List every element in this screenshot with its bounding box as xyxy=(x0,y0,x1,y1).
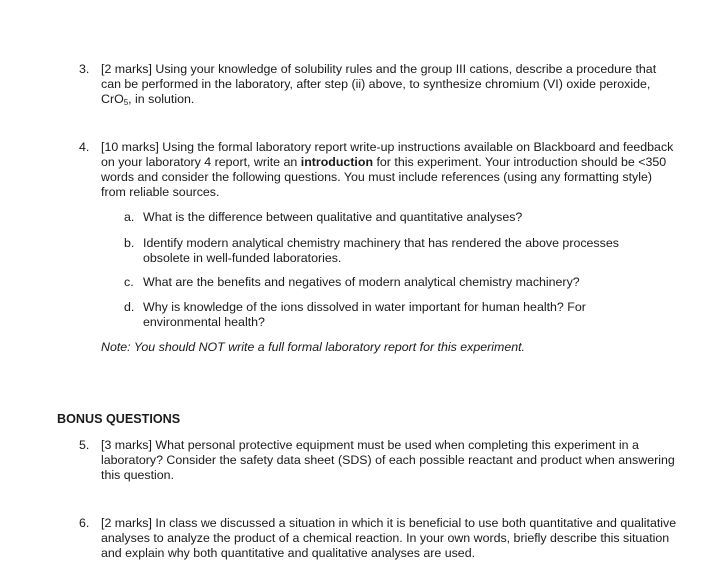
subquestion-b-label: b. xyxy=(124,236,135,250)
question-6 xyxy=(79,516,679,561)
question-6-body: In class we discussed a situation in which it is beneficial to use both quantitative and qualitative analyses to analyze the product of a chemical reaction. In your own words, briefly describe this situation and explain why both quantitative and qualitative analyses are used. xyxy=(101,516,677,560)
subquestion-a-label: a. xyxy=(124,210,135,224)
question-5-text xyxy=(101,438,679,483)
question-5-marks: [3 marks] xyxy=(101,438,152,452)
subquestion-c-text: What are the benefits and negatives of modern analytical chemistry machinery? xyxy=(143,275,580,289)
question-4-number: 4. xyxy=(79,140,90,154)
question-5-number: 5. xyxy=(79,438,90,452)
subquestion-b xyxy=(124,236,644,266)
question-5 xyxy=(79,438,679,483)
formula-subscript: 5 xyxy=(123,98,129,107)
question-4-bold-term: introduction xyxy=(300,155,374,169)
question-6-text xyxy=(101,516,679,561)
subquestion-a xyxy=(124,210,644,225)
question-4 xyxy=(79,140,679,200)
question-3-body-end: , in solution. xyxy=(128,92,195,106)
question-3-marks: [2 marks] xyxy=(101,62,152,76)
question-6-marks: [2 marks] xyxy=(101,516,152,530)
question-4-body-start: Using the formal laboratory report write-up instructions available on Blackboard and feedback on your laboratory 4 report, write an xyxy=(101,140,674,169)
question-4-body-end: for this experiment. Your introduction should be <350 words and consider the following questions. You must include references (using any formatting style) from reliable sources. xyxy=(101,155,667,199)
question-3 xyxy=(79,62,679,107)
subquestion-d xyxy=(124,300,644,330)
question-3-body: Using your knowledge of solubility rules and the group III cations, describe a procedure that can be performed in the laboratory, after step (ii) above, to synthesize chromium (VI) oxide peroxide, CrO xyxy=(101,62,657,106)
subquestion-c xyxy=(124,275,644,290)
question-6-number: 6. xyxy=(79,516,90,530)
bonus-heading: BONUS QUESTIONS xyxy=(57,412,181,426)
question-5-body: What personal protective equipment must be used when completing this experiment in a laboratory? Consider the safety data sheet (SDS) of each possible reactant and product when answering this question. xyxy=(101,438,675,482)
question-3-text xyxy=(101,62,679,107)
question-4-marks: [10 marks] xyxy=(101,140,159,154)
subquestion-d-label: d. xyxy=(124,300,135,314)
question-4-text xyxy=(101,140,679,200)
subquestion-b-text: Identify modern analytical chemistry machinery that has rendered the above processes obsolete in well-funded laboratories. xyxy=(143,236,619,265)
subquestion-d-text: Why is knowledge of the ions dissolved in water important for human health? For environmental health? xyxy=(143,300,586,329)
subquestion-a-text: What is the difference between qualitative and quantitative analyses? xyxy=(143,210,523,224)
subquestion-c-label: c. xyxy=(124,275,134,289)
note-text: Note: You should NOT write a full formal laboratory report for this experiment. xyxy=(101,340,525,354)
question-3-number: 3. xyxy=(79,62,90,76)
